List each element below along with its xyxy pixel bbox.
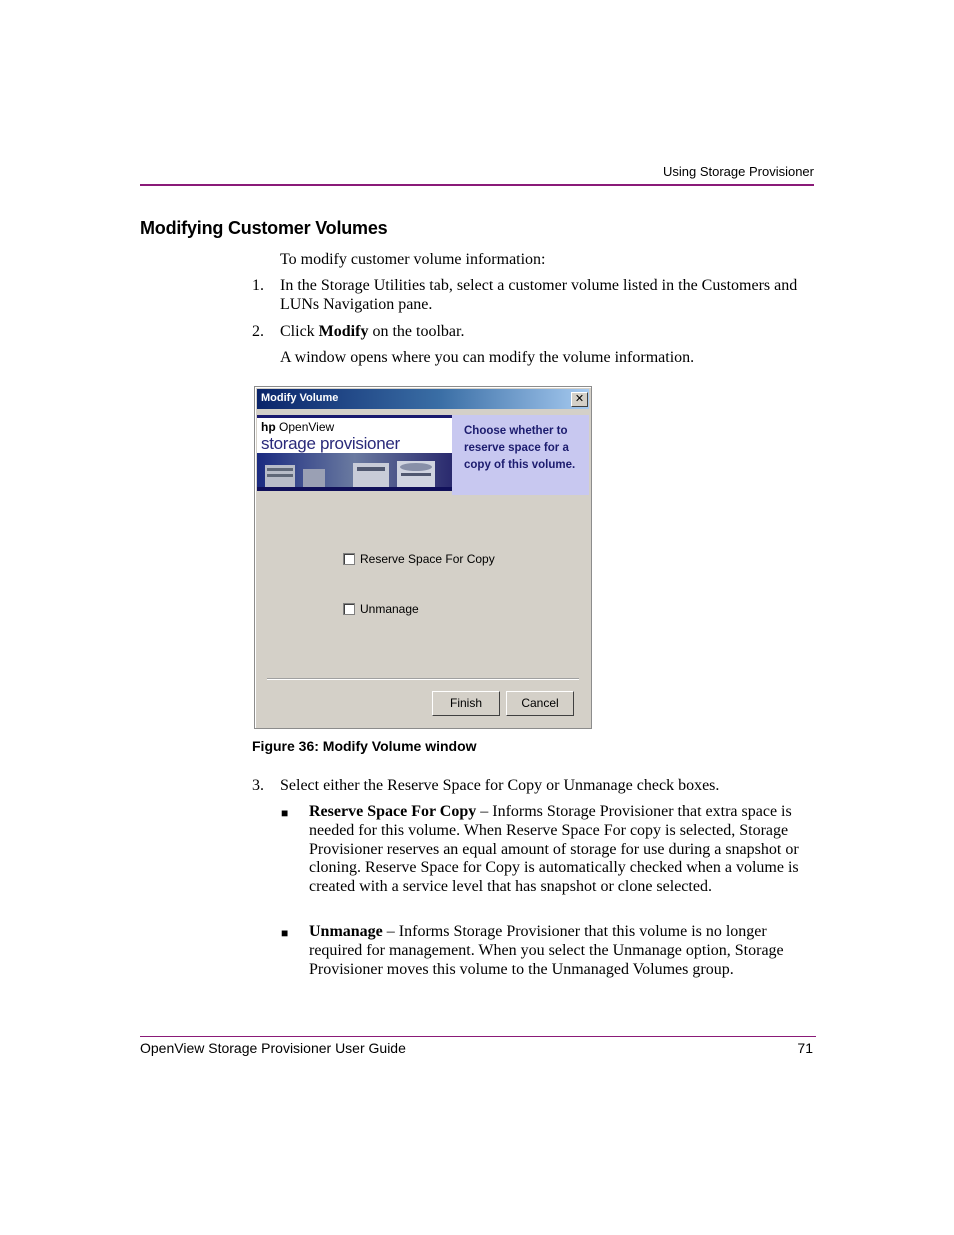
step-2-pre: Click bbox=[280, 323, 319, 340]
running-header: Using Storage Provisioner bbox=[662, 164, 814, 179]
brand-product-name: storage provisioner bbox=[261, 434, 400, 453]
storage-hardware-image bbox=[257, 453, 452, 491]
footer-guide-title: OpenView Storage Provisioner User Guide bbox=[140, 1040, 406, 1056]
figure-caption: Figure 36: Modify Volume window bbox=[252, 738, 477, 754]
button-separator-highlight bbox=[267, 679, 579, 680]
cancel-button[interactable]: Cancel bbox=[506, 691, 574, 716]
section-title: Modifying Customer Volumes bbox=[140, 218, 388, 238]
bullet-desc: – Informs Storage Provisioner that this volume is no longer required for management. When you select the Unmanage option, Storage Provisioner moves this volume to the Unmanaged Volumes group. bbox=[309, 923, 784, 978]
step-2-post: on the toolbar. bbox=[368, 323, 465, 340]
step-2-bold: Modify bbox=[318, 323, 369, 340]
bullet-marker: ■ bbox=[281, 806, 289, 820]
bullet-reserve-space bbox=[309, 803, 814, 897]
step-2-text bbox=[280, 322, 810, 341]
page-number: 71 bbox=[797, 1040, 813, 1056]
intro-text: To modify customer volume information: bbox=[280, 251, 546, 268]
product-banner bbox=[257, 415, 452, 491]
step-3-text: Select either the Reserve Space for Copy or Unmanage check boxes. bbox=[280, 777, 720, 794]
openview-text: OpenView bbox=[279, 420, 335, 434]
banner-band bbox=[257, 415, 452, 418]
bullet-desc: – Informs Storage Provisioner that extra space is needed for this volume. When Reserve Space For copy is selected, Storage Provisioner reserves an equal amount of storage for use during a snapshot or cloning. Reserve Space for Copy is automatically checked when a volume is created with a service level that has snapshot or clone selected. bbox=[309, 803, 799, 896]
close-icon: ✕ bbox=[574, 393, 585, 405]
bullet-term: Reserve Space For Copy bbox=[309, 803, 477, 820]
header-rule bbox=[140, 184, 814, 186]
unmanage-label[interactable]: Unmanage bbox=[360, 602, 419, 616]
reserve-space-checkbox[interactable] bbox=[343, 553, 355, 565]
reserve-space-label[interactable]: Reserve Space For Copy bbox=[360, 552, 495, 566]
step-1-text: In the Storage Utilities tab, select a customer volume listed in the Customers and LUNs Navigation pane. bbox=[280, 277, 798, 313]
modify-volume-dialog bbox=[254, 386, 592, 729]
bullet-unmanage bbox=[309, 923, 814, 979]
hp-logo-text: hp bbox=[261, 420, 276, 434]
step-2-note: A window opens where you can modify the volume information. bbox=[280, 349, 695, 366]
close-button[interactable] bbox=[571, 392, 588, 407]
brand-hp-openview bbox=[261, 420, 334, 434]
step-3-number: 3. bbox=[252, 777, 264, 794]
dialog-title: Modify Volume bbox=[261, 392, 339, 404]
finish-button[interactable]: Finish bbox=[432, 691, 500, 716]
unmanage-checkbox[interactable] bbox=[343, 603, 355, 615]
step-2-number: 2. bbox=[252, 323, 264, 340]
bullet-marker: ■ bbox=[281, 926, 289, 940]
dialog-titlebar[interactable] bbox=[257, 389, 589, 409]
footer-rule bbox=[140, 1036, 816, 1037]
help-panel bbox=[452, 415, 589, 495]
step-1-number: 1. bbox=[252, 277, 264, 294]
help-text: Choose whether to reserve space for a copy of this volume. bbox=[464, 425, 576, 471]
bullet-term: Unmanage bbox=[309, 923, 383, 940]
